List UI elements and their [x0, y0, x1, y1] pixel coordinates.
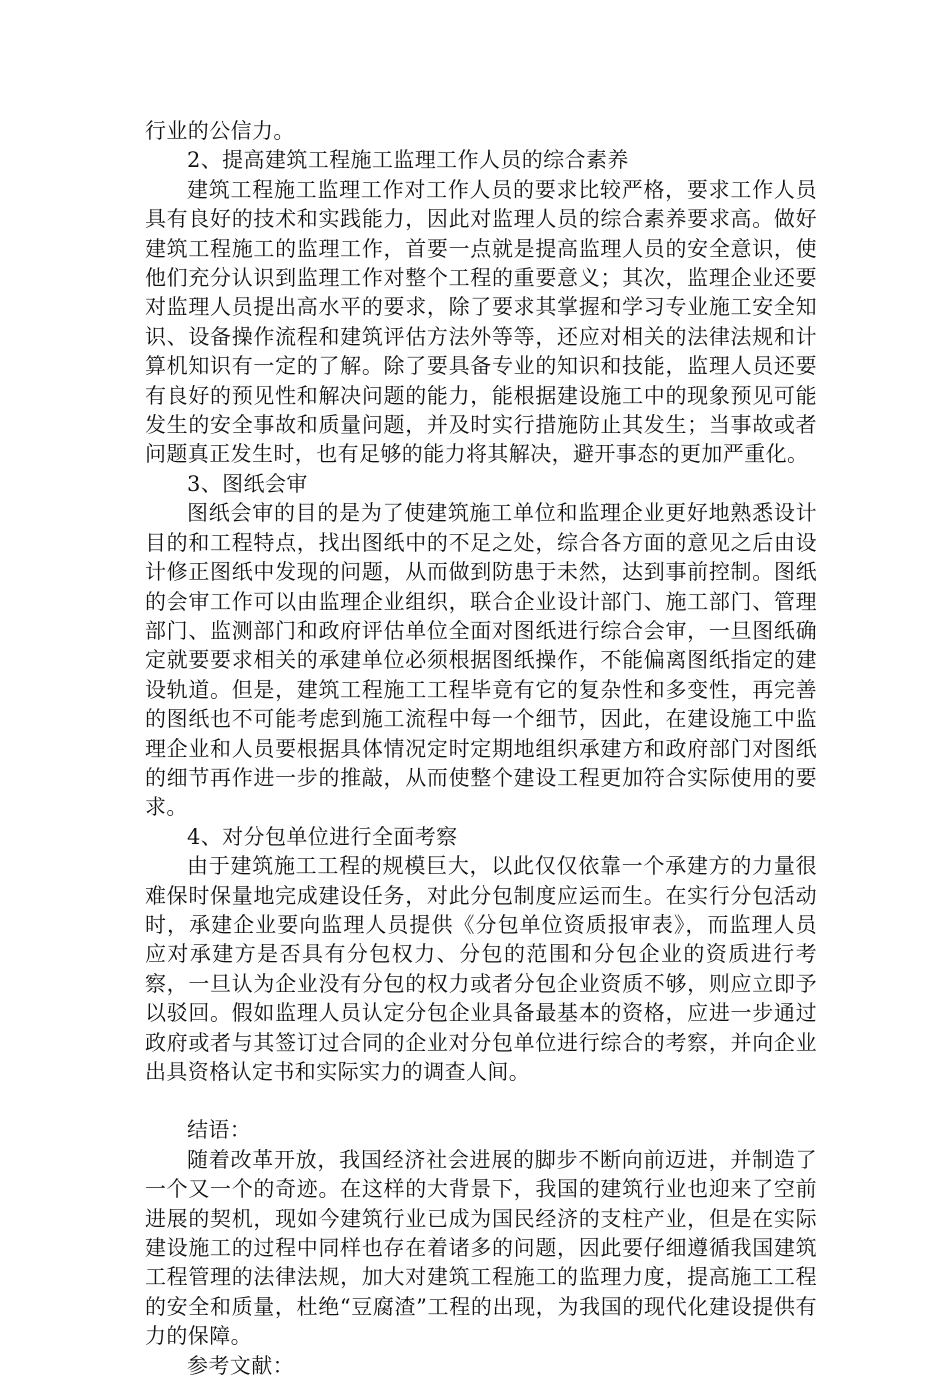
conclusion-heading: 结语：	[187, 1118, 252, 1143]
paragraph-conclusion: 随着改革开放，我国经济社会进展的脚步不断向前迈进，并制造了一个又一个的奇迹。在这样的大背景下，我国的建筑行业也迎来了空前进展的契机，现如今建筑行业已成为国民经济的支柱产业，但是在实际建设施工的过程中同样也存在着诸多的问题，因此要仔细遵循我国建筑工程管理的法律法规，加大对建筑工程施工的监理力度，提高施工工程的安全和质量，杜绝“豆腐渣”工程的出现，为我国的现代化建设提供有力的保障。	[145, 1147, 817, 1349]
section-heading-4: 4、对分包单位进行全面考察	[187, 824, 458, 849]
paragraph-continuation: 行业的公信力。	[145, 119, 295, 143]
document-body	[145, 117, 817, 1381]
paragraph-section-3: 图纸会审的目的是为了使建筑施工单位和监理企业更好地熟悉设计目的和工程特点，找出图纸中的不足之处，综合各方面的意见之后由设计修正图纸中发现的问题，从而做到防患于未然，达到事前控制。图纸的会审工作可以由监理企业组织，联合企业设计部门、施工部门、管理部门、监测部门和政府评估单位全面对图纸进行综合会审，一旦图纸确定就要要求相关的承建单位必须根据图纸操作，不能偏离图纸指定的建设轨道。但是，建筑工程施工工程毕竟有它的复杂性和多变性，再完善的图纸也不可能考虑到施工流程中每一个细节，因此，在建设施工中监理企业和人员要根据具体情况定时定期地组织承建方和政府部门对图纸的细节再作进一步的推敲，从而使整个建设工程更加符合实际使用的要求。	[145, 501, 817, 820]
section-heading-3: 3、图纸会审	[187, 471, 308, 496]
paragraph-section-2: 建筑工程施工监理工作对工作人员的要求比较严格，要求工作人员具有良好的技术和实践能力，因此对监理人员的综合素养要求高。做好建筑工程施工的监理工作，首要一点就是提高监理人员的安全意识，使他们充分认识到监理工作对整个工程的重要意义；其次，监理企业还要对监理人员提出高水平的要求，除了要求其掌握和学习专业施工安全知识、设备操作流程和建筑评估方法外等等，还应对相关的法律法规和计算机知识有一定的了解。除了要具备专业的知识和技能，监理人员还要有良好的预见性和解决问题的能力，能根据建设施工中的现象预见可能发生的安全事故和质量问题，并及时实行措施防止其发生；当事故或者问题真正发生时，也有足够的能力将其解决，避开事态的更加严重化。	[145, 177, 817, 467]
paragraph-gap	[145, 1087, 817, 1116]
paragraph-section-4: 由于建筑施工工程的规模巨大，以此仅仅依靠一个承建方的力量很难保时保量地完成建设任务，对此分包制度应运而生。在实行分包活动时，承建企业要向监理人员提供《分包单位资质报审表》，而监理人员应对承建方是否具有分包权力、分包的范围和分包企业的资质进行考察，一旦认为企业没有分包的权力或者分包企业资质不够，则应立即予以驳回。假如监理人员认定分包企业具备最基本的资格，应进一步通过政府或者与其签订过合同的企业对分包单位进行综合的考察，并向企业出具资格认定书和实际实力的调查人间。	[145, 854, 817, 1084]
references-heading: 参考文献：	[187, 1353, 294, 1378]
section-heading-2: 2、提高建筑工程施工监理工作人员的综合素养	[187, 148, 629, 173]
